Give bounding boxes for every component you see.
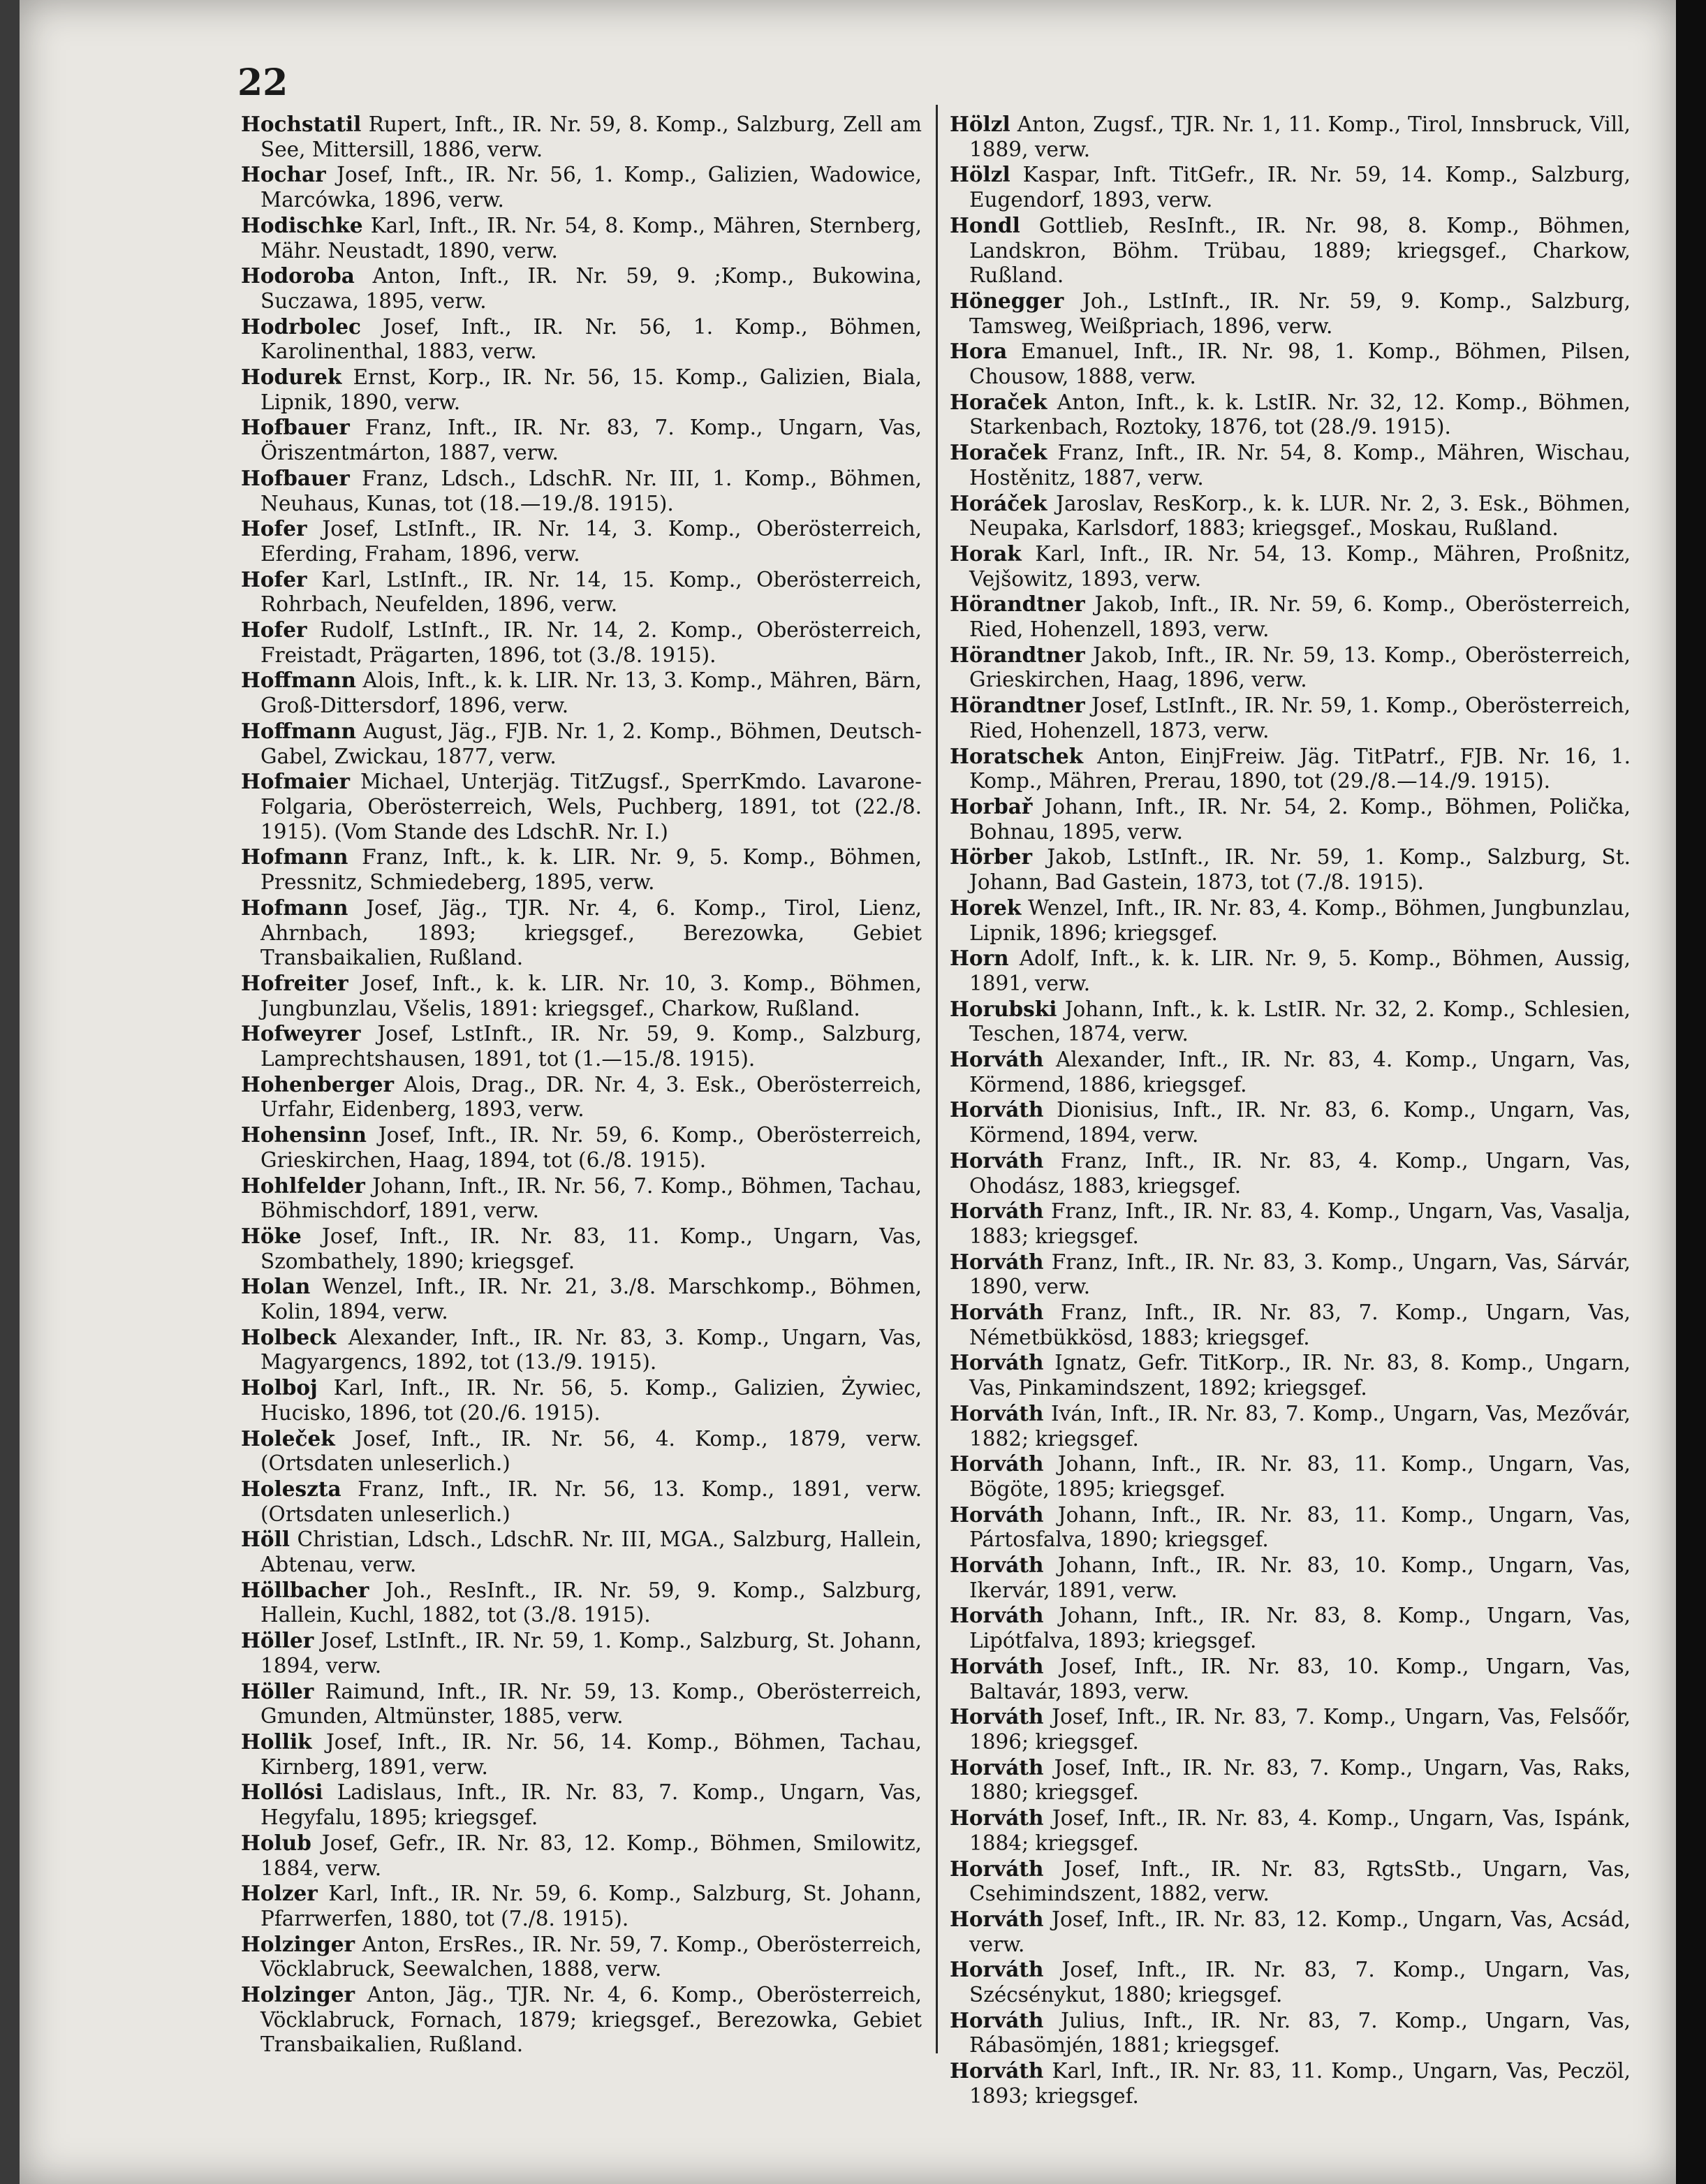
entry-surname: Horváth [950, 1957, 1044, 1982]
entry-surname: Horaček [950, 440, 1047, 465]
entry-surname: Hölzl [950, 112, 1010, 136]
casualty-entry [950, 288, 1631, 339]
entry-details: Karl, LstInft., IR. Nr. 14, 15. Komp., Oberösterreich, Rohrbach, Neufelden, 1896, verw. [260, 567, 922, 617]
entry-details: Rudolf, LstInft., IR. Nr. 14, 2. Komp., Oberösterreich, Freistadt, Prägarten, 1896, tot (3./8. 1915). [260, 618, 922, 667]
entry-surname: Hofmann [241, 895, 348, 920]
entry-surname: Hofer [241, 617, 307, 643]
entry-details: Jakob, LstInft., IR. Nr. 59, 1. Komp., Salzburg, St. Johann, Bad Gastein, 1873, tot (7./8. 1915). [969, 845, 1631, 895]
entry-details: Karl, Inft., IR. Nr. 54, 13. Komp., Mähren, Proßnitz, Vejšowitz, 1893, verw. [969, 541, 1631, 591]
casualty-entry [241, 314, 922, 365]
entry-details: Anton, ErsRes., IR. Nr. 59, 7. Komp., Oberösterreich, Vöcklabruck, Seewalchen, 1888, verw. [260, 1932, 922, 1981]
entry-surname: Horváth [950, 1502, 1044, 1527]
casualty-entry [241, 1375, 922, 1426]
casualty-entry [241, 1274, 922, 1324]
entry-details: Alexander, Inft., IR. Nr. 83, 3. Komp., Ungarn, Vas, Magyargencs, 1892, tot (13./9. 1915). [260, 1325, 922, 1375]
entry-surname: Horak [950, 541, 1022, 566]
entry-details: Josef, Inft., IR. Nr. 56, 1. Komp., Galizien, Wadowice, Marcówka, 1896, verw. [260, 163, 922, 212]
casualty-entry [950, 2058, 1631, 2109]
casualty-entry [950, 1148, 1631, 1199]
entry-surname: Hodischke [241, 212, 363, 237]
casualty-entry [950, 643, 1631, 693]
entry-details: Rupert, Inft., IR. Nr. 59, 8. Komp., Salzburg, Zell am See, Mittersill, 1886, verw. [260, 112, 922, 161]
entry-details: Franz, Inft., IR. Nr. 83, 7. Komp., Ungarn, Vas, Öriszentmárton, 1887, verw. [260, 416, 922, 465]
casualty-entry [950, 1350, 1631, 1400]
casualty-entry [950, 844, 1631, 895]
casualty-entry [950, 1907, 1631, 1957]
casualty-entry [950, 946, 1631, 996]
casualty-entry [950, 1603, 1631, 1653]
entry-surname: Hora [950, 339, 1008, 364]
entry-details: Josef, Inft., IR. Nr. 83, RgtsStb., Ungarn, Vas, Csehimindszent, 1882, verw. [969, 1856, 1631, 1906]
entry-surname: Horváth [950, 1553, 1044, 1578]
entry-surname: Horváth [950, 1350, 1044, 1375]
entry-surname: Horváth [950, 1400, 1044, 1426]
casualty-entry [241, 1628, 922, 1678]
entry-surname: Horváth [950, 1704, 1044, 1729]
casualty-entry [950, 997, 1631, 1047]
entry-details: Josef, Inft., IR. Nr. 83, 7. Komp., Ungarn, Vas, Felsőőr, 1896; kriegsgef. [969, 1705, 1631, 1754]
casualty-entry [241, 567, 922, 617]
entry-details: Anton, Inft., k. k. LstIR. Nr. 32, 12. Komp., Böhmen, Starkenbach, Roztoky, 1876, tot (28./9. 1915). [969, 390, 1631, 439]
entry-surname: Holzinger [241, 1931, 355, 1956]
entry-surname: Horváth [950, 1906, 1044, 1931]
entry-details: Josef, Inft., IR. Nr. 83, 7. Komp., Ungarn, Vas, Raks, 1880; kriegsgef. [969, 1755, 1631, 1805]
entry-surname: Höll [241, 1527, 290, 1552]
entry-details: Anton, Inft., IR. Nr. 59, 9. ;Komp., Bukowina, Suczawa, 1895, verw. [260, 264, 922, 313]
entry-details: Josef, LstInft., IR. Nr. 59, 1. Komp., Oberösterreich, Ried, Hohenzell, 1873, verw. [969, 694, 1631, 742]
entry-surname: Hollik [241, 1729, 312, 1754]
casualty-entry [950, 1553, 1631, 1603]
casualty-entry [950, 1957, 1631, 2007]
entry-details: Franz, Inft., IR. Nr. 83, 4. Komp., Ungarn, Vas, Ohodász, 1883, kriegsgef. [969, 1148, 1631, 1198]
entry-details: Josef, Inft., IR. Nr. 83, 7. Komp., Ungarn, Vas, Szécsénykut, 1880; kriegsgef. [969, 1958, 1631, 2007]
casualty-entry [241, 1881, 922, 1931]
entry-details: Johann, Inft., k. k. LstIR. Nr. 32, 2. Komp., Schlesien, Teschen, 1874, verw. [969, 997, 1631, 1046]
entry-details: Josef, LstInft., IR. Nr. 14, 3. Komp., Oberösterreich, Eferding, Fraham, 1896, verw. [260, 517, 922, 566]
entry-surname: Hoffmann [241, 668, 356, 693]
entry-surname: Hollósi [241, 1780, 323, 1805]
casualty-entry [241, 1173, 922, 1224]
casualty-entry [241, 162, 922, 212]
casualty-entry [241, 1729, 922, 1780]
entry-surname: Hofer [241, 516, 307, 541]
entry-details: Franz, Inft., IR. Nr. 83, 3. Komp., Ungarn, Vas, Sárvár, 1890, verw. [969, 1249, 1631, 1299]
entry-details: Franz, Inft., IR. Nr. 54, 8. Komp., Mähren, Wischau, Hostěnitz, 1887, verw. [969, 441, 1631, 490]
entry-details: Anton, Jäg., TJR. Nr. 4, 6. Komp., Oberösterreich, Vöcklabruck, Fornach, 1879; kriegsgef., Berezowka, Gebiet Transbaikalien, Rußland. [260, 1983, 922, 2057]
entry-surname: Horváth [950, 1805, 1044, 1831]
casualty-entry [241, 617, 922, 668]
entry-surname: Hönegger [950, 288, 1064, 313]
casualty-entry [950, 693, 1631, 743]
entry-details: Johann, Inft., IR. Nr. 54, 2. Komp., Böhmen, Polička, Bohnau, 1895, verw. [969, 794, 1631, 844]
casualty-entry [950, 1300, 1631, 1350]
entry-surname: Horváth [950, 1097, 1044, 1122]
casualty-entry [950, 1097, 1631, 1148]
casualty-entry [241, 516, 922, 566]
entry-surname: Hochar [241, 162, 326, 187]
entry-surname: Hodoroba [241, 263, 355, 288]
casualty-entry [241, 1982, 922, 2058]
entry-details: Dionisius, Inft., IR. Nr. 83, 6. Komp., Ungarn, Vas, Körmend, 1894, verw. [969, 1098, 1631, 1148]
entry-surname: Horváth [950, 1249, 1044, 1274]
entry-surname: Hohlfelder [241, 1173, 365, 1198]
casualty-entry [241, 1679, 922, 1729]
entry-surname: Horváth [950, 2007, 1044, 2032]
casualty-entry [950, 1047, 1631, 1097]
entry-surname: Holzinger [241, 1982, 355, 2007]
entry-details: Josef, Gefr., IR. Nr. 83, 12. Komp., Böhmen, Smilowitz, 1884, verw. [260, 1831, 922, 1880]
entry-surname: Hörandtner [950, 693, 1085, 718]
entry-surname: Hofweyrer [241, 1021, 361, 1046]
casualty-entry [950, 1755, 1631, 1805]
casualty-entry [241, 365, 922, 415]
entry-surname: Horváth [950, 1148, 1044, 1173]
casualty-entry [241, 1780, 922, 1830]
entry-surname: Horubski [950, 996, 1057, 1021]
entry-details: Alois, Inft., k. k. LIR. Nr. 13, 3. Komp., Mähren, Bärn, Groß-Dittersdorf, 1896, verw. [260, 668, 922, 718]
entry-details: Josef, Inft., IR. Nr. 56, 14. Komp., Böhmen, Tachau, Kirnberg, 1891, verw. [260, 1730, 922, 1779]
casualty-entry [241, 1224, 922, 1274]
entry-surname: Höllbacher [241, 1577, 369, 1602]
casualty-entry [241, 769, 922, 844]
entry-details: Josef, Inft., IR. Nr. 83, 12. Komp., Ungarn, Vas, Acsád, verw. [969, 1907, 1631, 1956]
casualty-entry [950, 794, 1631, 844]
entry-surname: Hohenberger [241, 1071, 395, 1097]
entry-surname: Hofmaier [241, 769, 351, 794]
entry-details: Joh., LstInft., IR. Nr. 59, 9. Komp., Salzburg, Tamsweg, Weißpriach, 1896, verw. [969, 288, 1631, 338]
casualty-entry [241, 1476, 922, 1527]
entry-details: Josef, Inft., IR. Nr. 83, 10. Komp., Ungarn, Vas, Baltavár, 1893, verw. [969, 1654, 1631, 1703]
entry-surname: Horváth [950, 1754, 1044, 1780]
casualty-entry [241, 213, 922, 263]
entry-details: Johann, Inft., IR. Nr. 56, 7. Komp., Böhmen, Tachau, Böhmischdorf, 1891, verw. [260, 1173, 922, 1223]
casualty-entry [241, 895, 922, 971]
entry-details: Iván, Inft., IR. Nr. 83, 7. Komp., Ungarn, Vas, Mezővár, 1882; kriegsgef. [969, 1401, 1631, 1451]
casualty-entry [241, 1072, 922, 1122]
entry-details: Julius, Inft., IR. Nr. 83, 7. Komp., Ungarn, Vas, Rábasömjén, 1881; kriegsgef. [969, 2008, 1631, 2058]
entry-details: Josef, Inft., IR. Nr. 56, 4. Komp., 1879, verw. (Ortsdaten unleserlich.) [260, 1426, 922, 1476]
entry-details: Christian, Ldsch., LdschR. Nr. III, MGA., Salzburg, Hallein, Abtenau, verw. [260, 1527, 922, 1577]
casualty-entry [241, 844, 922, 895]
casualty-entry [241, 971, 922, 1021]
entry-surname: Horváth [950, 1199, 1044, 1224]
entry-surname: Hörandtner [950, 592, 1085, 617]
entry-details: Josef, LstInft., IR. Nr. 59, 1. Komp., Salzburg, St. Johann, 1894, verw. [260, 1629, 922, 1678]
page-number: 22 [237, 61, 288, 104]
entry-surname: Hodrbolec [241, 314, 361, 339]
casualty-entry [241, 1426, 922, 1476]
entry-surname: Hochstatil [241, 112, 362, 136]
entry-surname: Horváth [950, 1603, 1044, 1628]
casualty-entry [950, 1451, 1631, 1502]
casualty-entry [950, 744, 1631, 794]
entry-surname: Horváth [950, 1047, 1044, 1072]
entry-surname: Horn [950, 946, 1009, 971]
casualty-entry [241, 415, 922, 465]
entry-surname: Hodurek [241, 365, 342, 390]
entry-surname: Horaček [950, 389, 1047, 414]
entry-surname: Hofbauer [241, 465, 350, 490]
entry-details: Josef, Inft., IR. Nr. 56, 1. Komp., Böhmen, Karolinenthal, 1883, verw. [260, 314, 922, 364]
entry-surname: Hofbauer [241, 415, 350, 440]
casualty-entry [241, 1122, 922, 1173]
entry-details: Josef, Inft., IR. Nr. 83, 11. Komp., Ungarn, Vas, Szombathely, 1890; kriegsgef. [260, 1224, 922, 1273]
entry-details: Michael, Unterjäg. TitZugsf., SperrKmdo. Lavarone-Folgaria, Oberösterreich, Wels, Puchberg, 1891, tot (22./8. 1915). (Vom Stande des LdschR. Nr. I.) [260, 770, 922, 844]
entry-details: Josef, LstInft., IR. Nr. 59, 9. Komp., Salzburg, Lamprechtshausen, 1891, tot (1.—15./8. 1915). [260, 1022, 922, 1071]
casualty-entry [950, 1704, 1631, 1754]
casualty-entry [241, 263, 922, 314]
entry-surname: Holeček [241, 1426, 335, 1451]
entry-surname: Holan [241, 1274, 311, 1299]
casualty-entry [241, 112, 922, 162]
entry-surname: Horváth [950, 1653, 1044, 1678]
casualty-entry [241, 1932, 922, 1982]
entry-details: Kaspar, Inft. TitGefr., IR. Nr. 59, 14. Komp., Salzburg, Eugendorf, 1893, verw. [969, 163, 1631, 212]
entry-details: Alexander, Inft., IR. Nr. 83, 4. Komp., Ungarn, Vas, Körmend, 1886, kriegsgef. [969, 1048, 1631, 1097]
casualty-entry [950, 213, 1631, 288]
entry-details: Joh., ResInft., IR. Nr. 59, 9. Komp., Salzburg, Hallein, Kuchl, 1882, tot (3./8. 1915). [260, 1578, 922, 1627]
casualty-entry [950, 2008, 1631, 2058]
casualty-entry [950, 541, 1631, 592]
casualty-entry [241, 1325, 922, 1375]
entry-surname: Hondl [950, 212, 1020, 237]
casualty-entry [950, 491, 1631, 541]
casualty-entry [241, 1578, 922, 1628]
entry-surname: Hofreiter [241, 970, 348, 995]
entry-details: Anton, EinjFreiw. Jäg. TitPatrf., FJB. Nr. 16, 1. Komp., Mähren, Prerau, 1890, tot (29./8.—14./9. 1915). [969, 744, 1631, 793]
casualty-entry [950, 1249, 1631, 1300]
entry-surname: Hörandtner [950, 642, 1085, 667]
entry-details: Ignatz, Gefr. TitKorp., IR. Nr. 83, 8. Komp., Ungarn, Vas, Pinkamindszent, 1892; kriegsgef. [969, 1351, 1631, 1400]
casualty-entry [950, 339, 1631, 389]
entry-details: Ladislaus, Inft., IR. Nr. 83, 7. Komp., Ungarn, Vas, Hegyfalu, 1895; kriegsgef. [260, 1780, 922, 1830]
casualty-entry [950, 112, 1631, 162]
entry-details: Raimund, Inft., IR. Nr. 59, 13. Komp., Oberösterreich, Gmunden, Altmünster, 1885, verw. [260, 1679, 922, 1729]
entry-surname: Hofmann [241, 844, 348, 870]
casualty-entry [241, 1527, 922, 1577]
entry-surname: Horatschek [950, 743, 1084, 768]
entry-surname: Höke [241, 1223, 302, 1248]
entry-surname: Holeszta [241, 1476, 341, 1501]
right-column [950, 112, 1631, 2109]
entry-surname: Horváth [950, 1451, 1044, 1476]
entry-details: Johann, Inft., IR. Nr. 83, 11. Komp., Ungarn, Vas, Pártosfalva, 1890; kriegsgef. [969, 1502, 1631, 1552]
entry-details: Franz, Inft., k. k. LIR. Nr. 9, 5. Komp., Böhmen, Pressnitz, Schmiedeberg, 1895, verw. [260, 845, 922, 895]
column-divider [936, 105, 938, 2053]
casualty-entry [241, 1831, 922, 1881]
entry-details: Johann, Inft., IR. Nr. 83, 11. Komp., Ungarn, Vas, Bögöte, 1895; kriegsgef. [969, 1452, 1631, 1501]
entry-details: August, Jäg., FJB. Nr. 1, 2. Komp., Böhmen, Deutsch-Gabel, Zwickau, 1877, verw. [260, 719, 922, 768]
entry-surname: Horek [950, 895, 1022, 920]
casualty-entry [241, 668, 922, 718]
casualty-entry [950, 1401, 1631, 1451]
entry-details: Karl, Inft., IR. Nr. 56, 5. Komp., Galizien, Żywiec, Hucisko, 1896, tot (20./6. 1915). [260, 1376, 922, 1425]
entry-details: Karl, Inft., IR. Nr. 54, 8. Komp., Mähren, Sternberg, Mähr. Neustadt, 1890, verw. [260, 213, 922, 263]
casualty-entry [950, 1502, 1631, 1553]
entry-surname: Holzer [241, 1881, 318, 1906]
entry-details: Alois, Drag., DR. Nr. 4, 3. Esk., Oberösterreich, Urfahr, Eidenberg, 1893, verw. [260, 1072, 922, 1122]
casualty-entry [950, 440, 1631, 490]
entry-surname: Höller [241, 1628, 314, 1653]
entry-details: Josef, Inft., IR. Nr. 59, 6. Komp., Oberösterreich, Grieskirchen, Haag, 1894, tot (6./8. 1915). [260, 1123, 922, 1172]
entry-details: Jakob, Inft., IR. Nr. 59, 6. Komp., Oberösterreich, Ried, Hohenzell, 1893, verw. [969, 592, 1631, 642]
entry-surname: Horbař [950, 793, 1033, 819]
entry-details: Johann, Inft., IR. Nr. 83, 10. Komp., Ungarn, Vas, Ikervár, 1891, verw. [969, 1553, 1631, 1602]
casualty-entry [950, 390, 1631, 440]
entry-details: Josef, Inft., k. k. LIR. Nr. 10, 3. Komp., Böhmen, Jungbunzlau, Všelis, 1891: kriegsgef., Charkow, Rußland. [260, 971, 922, 1020]
entry-details: Wenzel, Inft., IR. Nr. 21, 3./8. Marschkomp., Böhmen, Kolin, 1894, verw. [260, 1275, 922, 1324]
casualty-entry [950, 162, 1631, 212]
entry-details: Adolf, Inft., k. k. LIR. Nr. 9, 5. Komp., Böhmen, Aussig, 1891, verw. [969, 946, 1631, 995]
entry-details: Franz, Inft., IR. Nr. 83, 4. Komp., Ungarn, Vas, Vasalja, 1883; kriegsgef. [969, 1199, 1631, 1248]
casualty-entry [950, 1805, 1631, 1856]
entry-details: Anton, Zugsf., TJR. Nr. 1, 11. Komp., Tirol, Innsbruck, Vill, 1889, verw. [969, 112, 1631, 161]
entry-details: Ernst, Korp., IR. Nr. 56, 15. Komp., Galizien, Biala, Lipnik, 1890, verw. [260, 365, 922, 414]
entry-details: Jakob, Inft., IR. Nr. 59, 13. Komp., Oberösterreich, Grieskirchen, Haag, 1896, verw. [969, 643, 1631, 692]
entry-details: Josef, Jäg., TJR. Nr. 4, 6. Komp., Tirol, Lienz, Ahrnbach, 1893; kriegsgef., Berezowka, Gebiet Transbaikalien, Rußland. [260, 895, 922, 970]
scan-edge [1676, 0, 1706, 2184]
entry-surname: Hörber [950, 844, 1033, 870]
casualty-entry [950, 1654, 1631, 1704]
entry-details: Josef, Inft., IR. Nr. 83, 4. Komp., Ungarn, Vas, Ispánk, 1884; kriegsgef. [969, 1806, 1631, 1855]
entry-details: Karl, Inft., IR. Nr. 59, 6. Komp., Salzburg, St. Johann, Pfarrwerfen, 1880, tot (7./8. 1915). [260, 1882, 922, 1930]
entry-surname: Holub [241, 1830, 311, 1855]
entry-details: Karl, Inft., IR. Nr. 83, 11. Komp., Ungarn, Vas, Peczöl, 1893; kriegsgef. [969, 2059, 1631, 2108]
casualty-entry [241, 1021, 922, 1071]
left-column [241, 112, 922, 2058]
entry-details: Franz, Inft., IR. Nr. 83, 7. Komp., Ungarn, Vas, Németbükkösd, 1883; kriegsgef. [969, 1300, 1631, 1349]
entry-surname: Holbeck [241, 1324, 337, 1349]
entry-surname: Horváth [950, 2058, 1044, 2083]
casualty-entry [950, 592, 1631, 642]
entry-surname: Hohensinn [241, 1122, 367, 1148]
entry-surname: Hoffmann [241, 718, 356, 743]
entry-surname: Holboj [241, 1375, 318, 1400]
entry-surname: Höller [241, 1678, 314, 1703]
entry-surname: Horáček [950, 490, 1047, 515]
entry-surname: Hölzl [950, 162, 1010, 187]
entry-details: Jaroslav, ResKorp., k. k. LUR. Nr. 2, 3. Esk., Böhmen, Neupaka, Karlsdorf, 1883; kriegsgef., Moskau, Rußland. [969, 491, 1631, 541]
casualty-entry [950, 1856, 1631, 1907]
entry-details: Franz, Inft., IR. Nr. 56, 13. Komp., 1891, verw. (Ortsdaten unleserlich.) [260, 1476, 922, 1526]
entry-details: Emanuel, Inft., IR. Nr. 98, 1. Komp., Böhmen, Pilsen, Chousow, 1888, verw. [969, 339, 1631, 389]
casualty-entry [241, 466, 922, 516]
casualty-entry [950, 895, 1631, 946]
entry-details: Gottlieb, ResInft., IR. Nr. 98, 8. Komp., Böhmen, Landskron, Böhm. Trübau, 1889; kriegsgef., Charkow, Rußland. [969, 213, 1631, 288]
casualty-entry [241, 719, 922, 769]
entry-details: Johann, Inft., IR. Nr. 83, 8. Komp., Ungarn, Vas, Lipótfalva, 1893; kriegsgef. [969, 1604, 1631, 1653]
entry-surname: Horváth [950, 1856, 1044, 1881]
entry-details: Franz, Ldsch., LdschR. Nr. III, 1. Komp., Böhmen, Neuhaus, Kunas, tot (18.—19./8. 1915). [260, 466, 922, 515]
entry-details: Wenzel, Inft., IR. Nr. 83, 4. Komp., Böhmen, Jungbunzlau, Lipnik, 1896; kriegsgef. [969, 895, 1631, 945]
entry-surname: Horváth [950, 1300, 1044, 1325]
entry-surname: Hofer [241, 566, 307, 592]
casualty-entry [950, 1199, 1631, 1249]
